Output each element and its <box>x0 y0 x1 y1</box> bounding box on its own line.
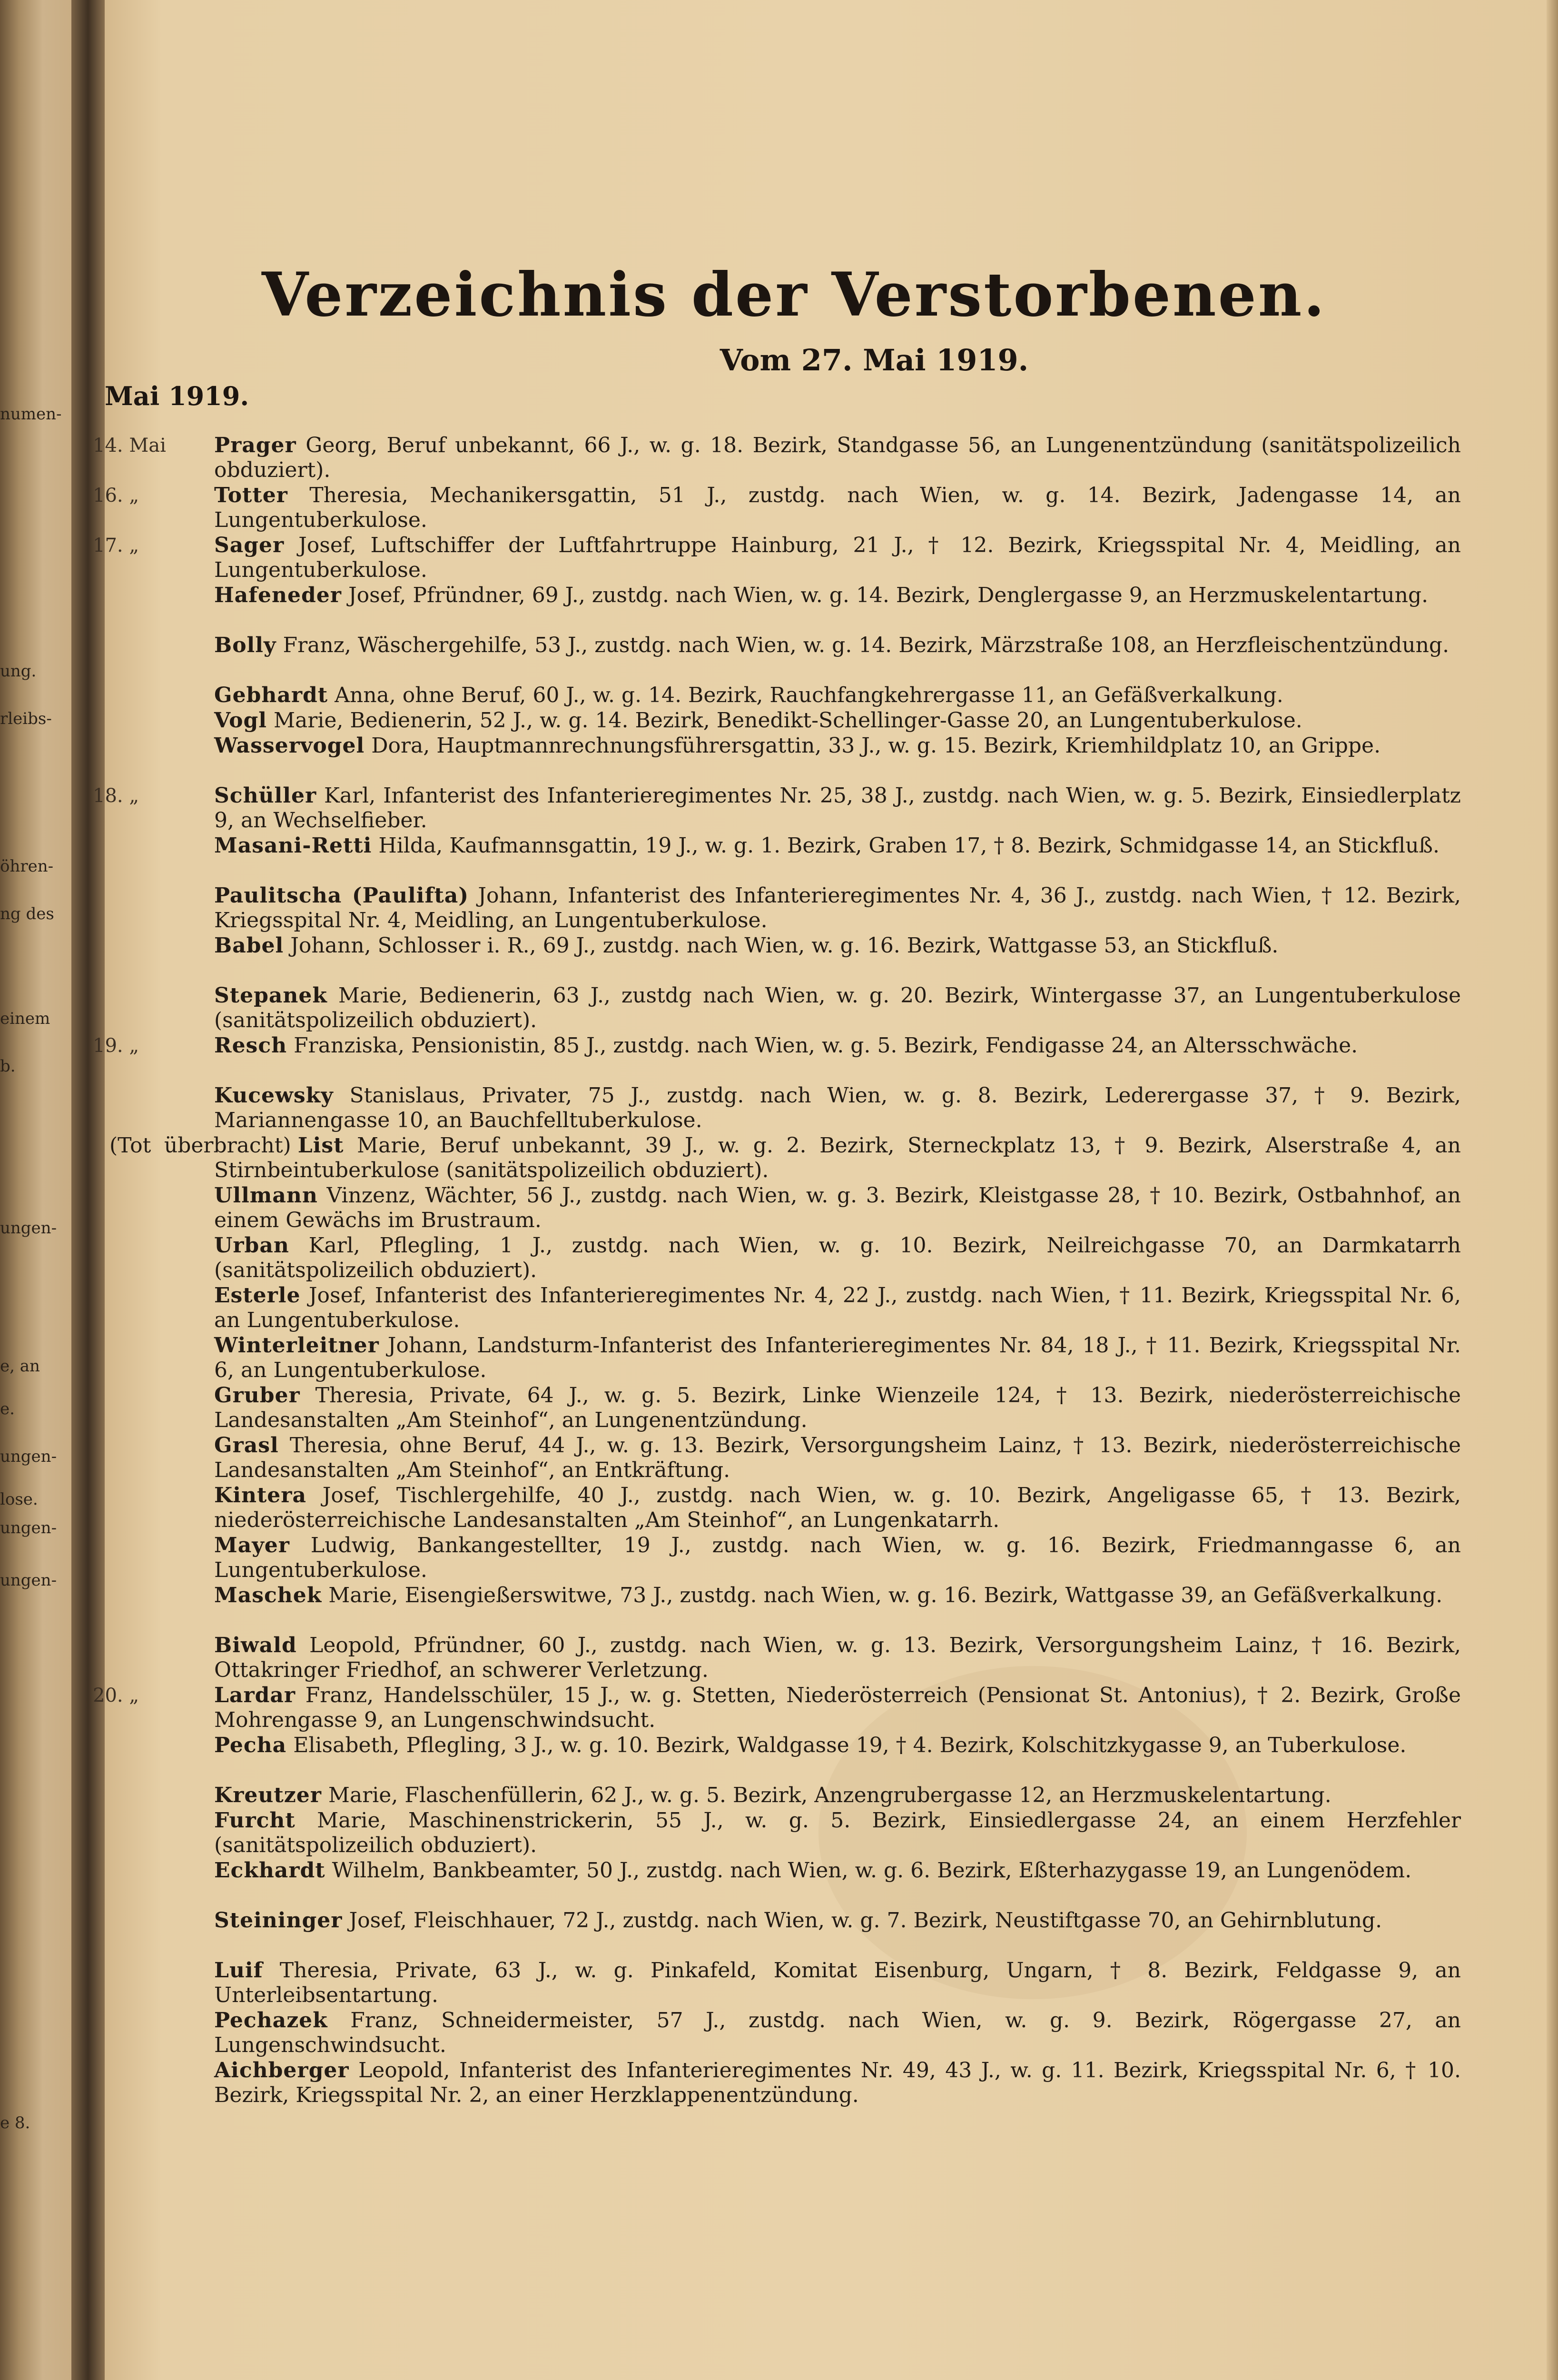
entry-surname: Winterleitner <box>214 1333 379 1358</box>
left-page-fragment: e 8. <box>0 2113 30 2132</box>
entry-details: Leopold, Pfründner, 60 J., zustdg. nach Wien, w. g. 13. Bezirk, Versorgungsheim Lainz, † 16. Bezirk, Ottakringer Friedhof, an schwerer Verletzung. <box>214 1633 1461 1682</box>
entry-details: Franz, Schneidermeister, 57 J., zustdg. nach Wien, w. g. 9. Bezirk, Rögergasse 27, an Lungenschwindsucht. <box>214 2008 1461 2057</box>
entry-surname: Eckhardt <box>214 1858 325 1883</box>
entry-details: Josef, Fleischhauer, 72 J., zustdg. nach Wien, w. g. 7. Bezirk, Neustiftgasse 70, an Gehirnblutung. <box>349 1908 1382 1933</box>
entry-surname: Lardar <box>214 1683 296 1707</box>
entry-surname: Hafeneder <box>214 583 342 607</box>
entry-surname: Urban <box>214 1233 289 1258</box>
entry-body <box>214 2008 1461 2058</box>
entry-body <box>214 633 1461 658</box>
entry-surname: Ullmann <box>214 1183 318 1208</box>
entry-body <box>214 533 1461 583</box>
entry-date: 17. „ <box>93 535 139 556</box>
entry-surname: Gebhardt <box>214 683 328 707</box>
entry-body <box>214 1433 1461 1483</box>
entry-details: Theresia, Private, 64 J., w. g. 5. Bezirk, Linke Wienzeile 124, † 13. Bezirk, niederösterreichische Landesanstalten „Am Steinhof“, an Lungenentzündung. <box>214 1383 1461 1432</box>
left-page-fragment: ung. <box>0 662 37 681</box>
left-page-fragment: ungen- <box>0 1571 57 1590</box>
left-page-fragment: einem <box>0 1009 50 1028</box>
book-gutter <box>71 0 105 2380</box>
entry-body <box>214 933 1461 958</box>
entry-surname: Kreutzer <box>214 1783 322 1807</box>
entry-details: Franziska, Pensionistin, 85 J., zustdg. nach Wien, w. g. 5. Bezirk, Fendigasse 24, an Altersschwäche. <box>294 1033 1358 1058</box>
entry-details: Theresia, ohne Beruf, 44 J., w. g. 13. Bezirk, Versorgungsheim Lainz, † 13. Bezirk, niederösterreichische Landesanstalten „Am Steinhof“, an Entkräftung. <box>214 1433 1461 1482</box>
entry-body <box>214 1908 1461 1933</box>
entry-surname: List <box>297 1133 344 1158</box>
left-page-edge <box>0 0 71 2380</box>
entry-surname: Biwald <box>214 1633 297 1657</box>
entry-body <box>214 983 1461 1033</box>
entry-body <box>214 833 1461 858</box>
entry-body <box>214 883 1461 933</box>
left-page-fragment: ng des <box>0 904 54 923</box>
entry-body <box>214 1808 1461 1858</box>
entry-details: Anna, ohne Beruf, 60 J., w. g. 14. Bezirk, Rauchfangkehrergasse 11, an Gefäßverkalkung. <box>335 683 1283 707</box>
entry-date: 19. „ <box>93 1035 139 1057</box>
entry-details: Dora, Hauptmannrechnungsführersgattin, 33 J., w. g. 15. Bezirk, Kriemhildplatz 10, an Grippe. <box>371 734 1381 758</box>
left-page-fragment: ungen- <box>0 1219 57 1238</box>
entry-surname: Totter <box>214 483 288 507</box>
entry-surname: Maschek <box>214 1583 322 1607</box>
entry-date: 14. Mai <box>93 435 166 456</box>
entry-date: 20. „ <box>93 1685 139 1706</box>
left-page-fragment: ungen- <box>0 1447 57 1466</box>
left-page-fragment: b. <box>0 1057 16 1076</box>
entry-surname: Schüller <box>214 783 317 808</box>
entry-surname: Prager <box>214 433 296 457</box>
entry-body <box>214 708 1461 733</box>
entry-details: Elisabeth, Pflegling, 3 J., w. g. 10. Bezirk, Waldgasse 19, † 4. Bezirk, Kolschitzkygasse 9, an Tuberkulose. <box>293 1733 1407 1757</box>
entry-details: Johann, Infanterist des Infanterieregimentes Nr. 4, 36 J., zustdg. nach Wien, † 12. Bezirk, Kriegsspital Nr. 4, Meidling, an Lungentuberkulose. <box>214 883 1461 932</box>
entry-details: Marie, Eisengießerswitwe, 73 J., zustdg. nach Wien, w. g. 16. Bezirk, Wattgasse 39, an Gefäßverkalkung. <box>328 1583 1443 1607</box>
entry-details: Marie, Flaschenfüllerin, 62 J., w. g. 5. Bezirk, Anzengrubergasse 12, an Herzmuskelentartung. <box>328 1783 1331 1807</box>
document-subtitle: Vom 27. Mai 1919. <box>720 343 1029 377</box>
entry-body <box>214 1733 1461 1758</box>
entry-body <box>214 1633 1461 1683</box>
entry-details: Josef, Luftschiffer der Luftfahrtruppe Hainburg, 21 J., † 12. Bezirk, Kriegsspital Nr. 4, Meidling, an Lungentuberkulose. <box>214 533 1461 582</box>
entry-surname: Kucewsky <box>214 1083 334 1108</box>
entry-details: Stanislaus, Privater, 75 J., zustdg. nach Wien, w. g. 8. Bezirk, Lederergasse 37, † 9. Bezirk, Mariannengasse 10, an Bauchfelltuberkulose. <box>214 1083 1461 1132</box>
entry-body <box>214 1858 1461 1883</box>
entry-surname: Bolly <box>214 633 276 657</box>
entry-details: Karl, Infanterist des Infanterieregimentes Nr. 25, 38 J., zustdg. nach Wien, w. g. 5. Bezirk, Einsiedlerplatz 9, an Wechselfieber. <box>214 783 1461 833</box>
entry-details: Theresia, Mechanikersgattin, 51 J., zustdg. nach Wien, w. g. 14. Bezirk, Jadengasse 14, an Lungentuberkulose. <box>214 483 1461 532</box>
entry-body <box>214 1683 1461 1733</box>
entry-surname: Kintera <box>214 1483 306 1507</box>
entry-surname: Furcht <box>214 1808 296 1833</box>
entry-body <box>214 1958 1461 2008</box>
left-page-fragment: lose. <box>0 1490 38 1509</box>
entry-details: Marie, Maschinenstrickerin, 55 J., w. g. 5. Bezirk, Einsiedlergasse 24, an einem Herzfehler (sanitätspolizeilich obduziert). <box>214 1808 1461 1857</box>
entry-surname: Sager <box>214 533 285 557</box>
entry-body <box>214 1283 1461 1333</box>
document-title: Verzeichnis der Verstorbenen. <box>262 259 1327 330</box>
entry-surname: Pechazek <box>214 2008 328 2033</box>
entry-surname: Esterle <box>214 1283 301 1308</box>
entry-details: Franz, Handelsschüler, 15 J., w. g. Stetten, Niederösterreich (Pensionat St. Antonius), † 2. Bezirk, Große Mohrengasse 9, an Lungenschwindsucht. <box>214 1683 1461 1732</box>
entry-details: Karl, Pflegling, 1 J., zustdg. nach Wien, w. g. 10. Bezirk, Neilreichgasse 70, an Darmkatarrh (sanitätspolizeilich obduziert). <box>214 1233 1461 1282</box>
entry-details: Marie, Bedienerin, 63 J., zustdg nach Wien, w. g. 20. Bezirk, Wintergasse 37, an Lungentuberkulose (sanitätspolizeilich obduziert). <box>214 983 1461 1032</box>
entry-body <box>214 483 1461 533</box>
left-page-fragment: e. <box>0 1399 15 1418</box>
entry-details: Hilda, Kaufmannsgattin, 19 J., w. g. 1. Bezirk, Graben 17, † 8. Bezirk, Schmidgasse 14, an Stickfluß. <box>378 833 1440 858</box>
entry-details: Josef, Tischlergehilfe, 40 J., zustdg. nach Wien, w. g. 10. Bezirk, Angeligasse 65, † 13. Bezirk, niederösterreichische Landesanstalten „Am Steinhof“, an Lungenkatarrh. <box>214 1483 1461 1532</box>
left-page-fragment: numen- <box>0 405 62 424</box>
entry-note: (Tot überbracht) <box>109 1133 291 1158</box>
entry-surname: Masani-Retti <box>214 833 372 858</box>
entry-details: Vinzenz, Wächter, 56 J., zustdg. nach Wien, w. g. 3. Bezirk, Kleistgasse 28, † 10. Bezirk, Ostbahnhof, an einem Gewächs im Brustraum. <box>214 1183 1461 1232</box>
entry-details: Marie, Bedienerin, 52 J., w. g. 14. Bezirk, Benedikt-Schellinger-Gasse 20, an Lungentuberkulose. <box>273 708 1302 733</box>
entry-surname: Resch <box>214 1033 287 1058</box>
entry-details: Josef, Pfründner, 69 J., zustdg. nach Wien, w. g. 14. Bezirk, Denglergasse 9, an Herzmuskelentartung. <box>348 583 1429 607</box>
entry-body <box>214 1583 1461 1608</box>
entry-body <box>214 1033 1461 1058</box>
entry-body <box>214 1233 1461 1283</box>
month-heading: Mai 1919. <box>105 381 249 411</box>
left-page-fragment: rleibs- <box>0 709 52 728</box>
entry-details: Theresia, Private, 63 J., w. g. Pinkafeld, Komitat Eisenburg, Ungarn, † 8. Bezirk, Feldgasse 9, an Unterleibsentartung. <box>214 1958 1461 2007</box>
entry-details: Marie, Beruf unbekannt, 39 J., w. g. 2. Bezirk, Sterneckplatz 13, † 9. Bezirk, Alserstraße 4, an Stirnbeintuberkulose (sanitätspolizeilich obduziert). <box>214 1133 1461 1182</box>
entry-details: Johann, Landsturm-Infanterist des Infanterieregimentes Nr. 84, 18 J., † 11. Bezirk, Kriegsspital Nr. 6, an Lungentuberkulose. <box>214 1333 1461 1382</box>
entry-surname: Babel <box>214 933 284 958</box>
entry-details: Johann, Schlosser i. R., 69 J., zustdg. nach Wien, w. g. 16. Bezirk, Wattgasse 53, an Stickfluß. <box>290 933 1279 958</box>
entry-body <box>109 1133 1461 1183</box>
entry-body <box>214 1333 1461 1383</box>
entry-details: Josef, Infanterist des Infanterieregimentes Nr. 4, 22 J., zustdg. nach Wien, † 11. Bezirk, Kriegsspital Nr. 6, an Lungentuberkulose. <box>214 1283 1461 1332</box>
entry-body <box>214 583 1461 608</box>
entry-surname: Gruber <box>214 1383 300 1408</box>
entry-surname: Mayer <box>214 1533 290 1557</box>
entry-body <box>214 683 1461 708</box>
entry-surname: Wasservogel <box>214 734 365 758</box>
entry-body <box>214 1083 1461 1133</box>
entry-body <box>214 783 1461 833</box>
entry-body <box>214 433 1461 483</box>
entry-details: Leopold, Infanterist des Infanterieregimentes Nr. 49, 43 J., w. g. 11. Bezirk, Kriegsspital Nr. 6, † 10. Bezirk, Kriegsspital Nr. 2, an einer Herzklappenentzündung. <box>214 2058 1461 2107</box>
left-page-fragment: e, an <box>0 1357 40 1376</box>
entry-surname: Grasl <box>214 1433 279 1458</box>
entry-surname: Vogl <box>214 708 267 733</box>
entry-date: 16. „ <box>93 485 139 506</box>
entry-surname: Luif <box>214 1958 263 1983</box>
entry-surname: Pecha <box>214 1733 287 1757</box>
entry-details: Ludwig, Bankangestellter, 19 J., zustdg. nach Wien, w. g. 16. Bezirk, Friedmanngasse 6, an Lungentuberkulose. <box>214 1533 1461 1582</box>
entry-details: Georg, Beruf unbekannt, 66 J., w. g. 18. Bezirk, Standgasse 56, an Lungenentzündung (sanitätspolizeilich obduziert). <box>214 433 1461 482</box>
entry-body <box>214 734 1461 758</box>
entry-surname: Paulitscha (Paulifta) <box>214 883 469 908</box>
entry-details: Franz, Wäschergehilfe, 53 J., zustdg. nach Wien, w. g. 14. Bezirk, Märzstraße 108, an Herzfleischentzündung. <box>283 633 1450 657</box>
entry-body <box>214 1533 1461 1583</box>
left-page-fragment: ungen- <box>0 1518 57 1537</box>
entry-surname: Stepanek <box>214 983 327 1008</box>
entry-body <box>214 1183 1461 1233</box>
entry-surname: Aichberger <box>214 2058 349 2082</box>
entry-body <box>214 1783 1461 1808</box>
entry-body <box>214 1483 1461 1533</box>
document-page <box>93 0 1558 2380</box>
entry-surname: Steininger <box>214 1908 343 1933</box>
entry-details: Wilhelm, Bankbeamter, 50 J., zustdg. nach Wien, w. g. 6. Bezirk, Eßterhazygasse 19, an Lungenödem. <box>332 1858 1412 1883</box>
left-page-fragment: öhren- <box>0 857 54 876</box>
entry-body <box>214 1383 1461 1433</box>
entry-body <box>214 2058 1461 2108</box>
entry-date: 18. „ <box>93 785 139 807</box>
